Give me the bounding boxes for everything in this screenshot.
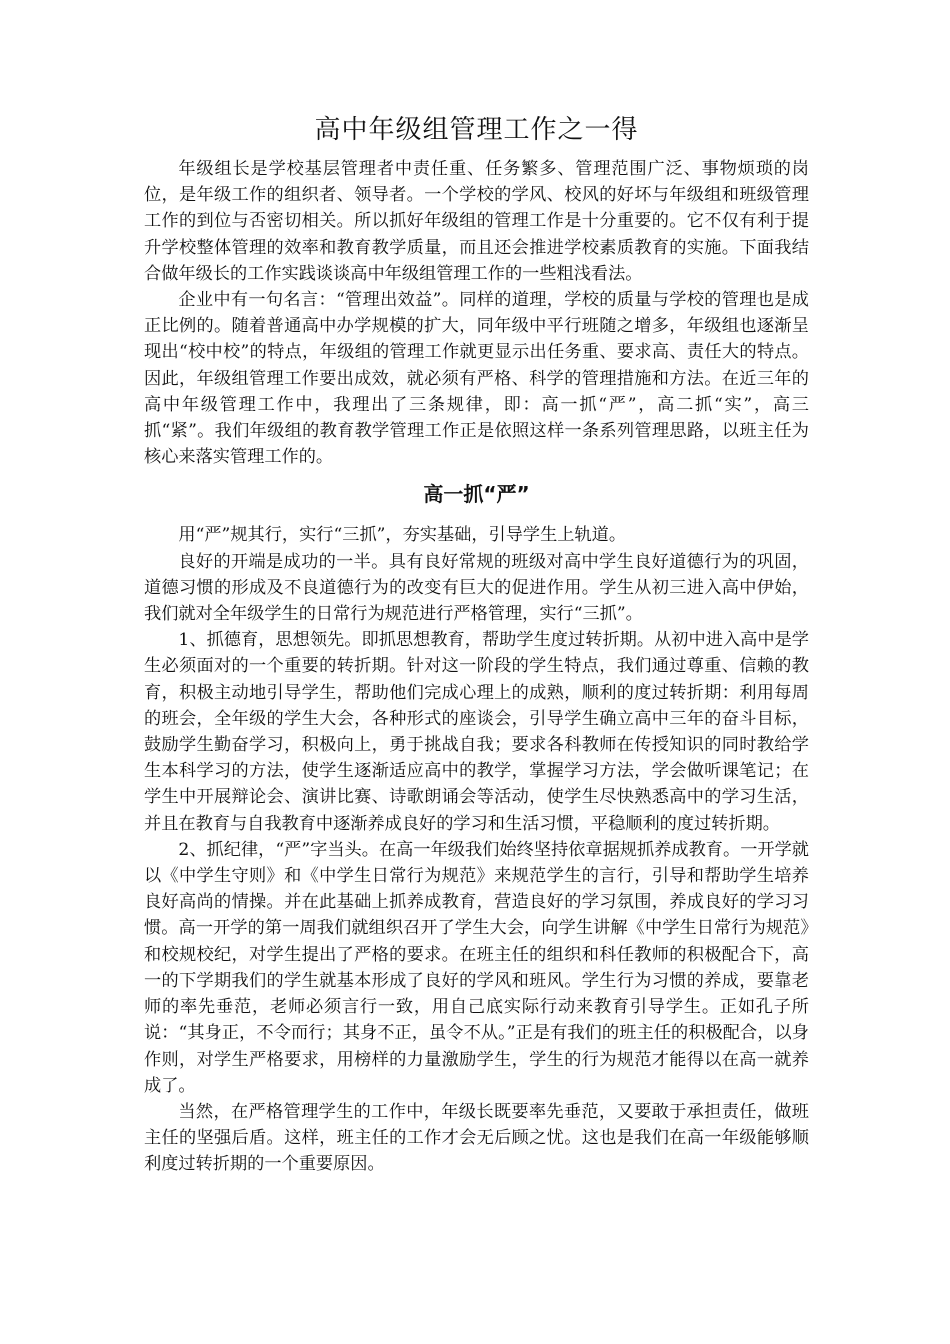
section-paragraph-5: 当然，在严格管理学生的工作中，年级长既要率先垂范，又要敢于承担责任，做班主任的坚强后盾。这样，班主任的工作才会无后顾之忧。这也是我们在高一年级能够顺利度过转折期的一个重要原因。	[144, 1101, 809, 1175]
intro-paragraph-1: 年级组长是学校基层管理者中责任重、任务繁多、管理范围广泛、事物烦琐的岗位，是年级工作的组织者、领导者。一个学校的学风、校风的好坏与年级组和班级管理工作的到位与否密切相关。所以抓好年级组的管理工作是十分重要的。它不仅有利于提升学校整体管理的效率和教育教学质量，而且还会推进学校素质教育的实施。下面我结合做年级长的工作实践谈谈高中年级组管理工作的一些粗浅看法。	[144, 159, 809, 284]
section-paragraph-3: 1、抓德育，思想领先。即抓思想教育，帮助学生度过转折期。从初中进入高中是学生必须面对的一个重要的转折期。针对这一阶段的学生特点，我们通过尊重、信赖的教育，积极主动地引导学生，帮助他们完成心理上的成熟，顺利的度过转折期：利用每周的班会，全年级的学生大会，各种形式的座谈会，引导学生确立高中三年的奋斗目标，鼓励学生勤奋学习，积极向上，勇于挑战自我；要求各科教师在传授知识的同时教给学生本科学习的方法，使学生逐渐适应高中的教学，掌握学习方法，学会做听课笔记；在学生中开展辩论会、演讲比赛、诗歌朗诵会等活动，使学生尽快熟悉高中的学习生活，并且在教育与自我教育中逐渐养成良好的学习和生活习惯，平稳顺利的度过转折期。	[144, 630, 809, 834]
document-title: 高中年级组管理工作之一得	[314, 115, 639, 145]
intro-paragraph-2: 企业中有一句名言：“管理出效益”。同样的道理，学校的质量与学校的管理也是成正比例的。随着普通高中办学规模的扩大，同年级中平行班随之增多，年级组也逐渐呈现出“校中校”的特点，年级组的管理工作就更显示出任务重、要求高、责任大的特点。因此，年级组管理工作要出成效，就必须有严格、科学的管理措施和方法。在近三年的高中年级管理工作中，我理出了三条规律，即：高一抓“严”，高二抓“实”，高三抓“紧”。我们年级组的教育教学管理工作正是依照这样一条系列管理思路，以班主任为核心来落实管理工作的。	[144, 290, 809, 468]
section-heading: 高一抓“严”	[423, 482, 530, 507]
section-paragraph-4: 2、抓纪律，“严”字当头。在高一年级我们始终坚持依章据规抓养成教育。一开学就以《中学生守则》和《中学生日常行为规范》来规范学生的言行，引导和帮助学生培养良好高尚的情操。并在此基础上抓养成教育，营造良好的学习氛围，养成良好的学习习惯。高一开学的第一周我们就组织召开了学生大会，向学生讲解《中学生日常行为规范》和校规校纪，对学生提出了严格的要求。在班主任的组织和科任教师的积极配合下，高一的下学期我们的学生就基本形成了良好的学风和班风。学生行为习惯的养成，要靠老师的率先垂范，老师必须言行一致，用自己底实际行动来教育引导学生。正如孔子所说：“其身正，不令而行；其身不正，虽令不从。”正是有我们的班主任的积极配合，以身作则，对学生严格要求，用榜样的力量激励学生，学生的行为规范才能得以在高一就养成了。	[144, 839, 809, 1096]
section-paragraph-1: 用“严”规其行，实行“三抓”，夯实基础，引导学生上轨道。	[178, 525, 627, 546]
document-page	[144, 110, 809, 1178]
section-paragraph-2: 良好的开端是成功的一半。具有良好常规的班级对高中学生良好道德行为的巩固，道德习惯的形成及不良道德行为的改变有巨大的促进作用。学生从初三进入高中伊始，我们就对全年级学生的日常行为规范进行严格管理，实行“三抓”。	[144, 551, 809, 625]
